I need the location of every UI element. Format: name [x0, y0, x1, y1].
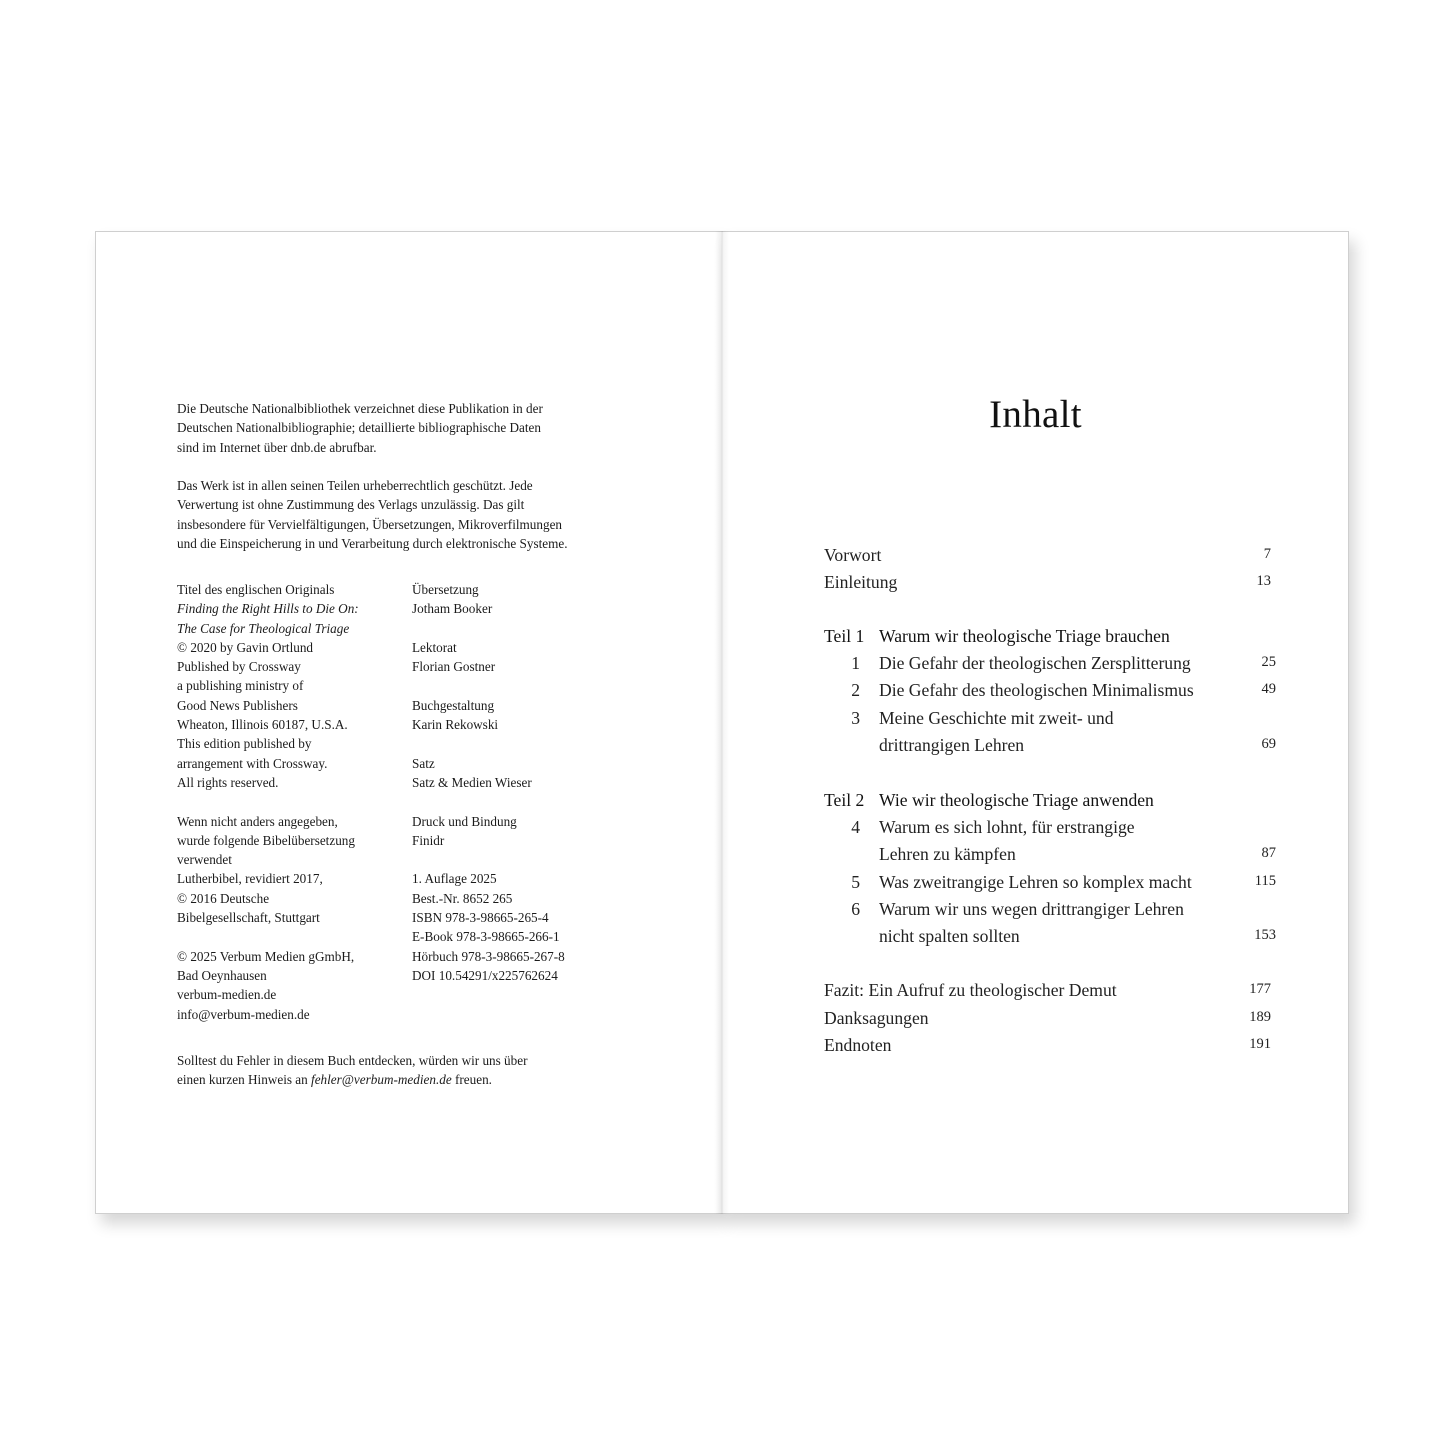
credit-label: Satz	[412, 755, 435, 771]
imprint-column-left	[177, 580, 402, 1024]
toc-chapter-4	[824, 817, 1271, 844]
toc-page: 115	[1254, 873, 1276, 889]
isbn-line: E-Book 978-3-98665-266-1	[412, 929, 560, 945]
toc-label: Vorwort	[824, 545, 882, 565]
toc-label: Einleitung	[824, 572, 898, 592]
copyright-notice	[177, 476, 627, 553]
toc-page: 191	[1249, 1036, 1271, 1052]
text-line: verwendet	[177, 852, 232, 868]
error-report-notice	[177, 1051, 627, 1090]
spacer	[412, 619, 627, 638]
toc-page: 7	[1263, 546, 1271, 562]
toc-page: 13	[1256, 573, 1271, 589]
text-line: © 2016 Deutsche	[177, 890, 270, 906]
chapter-title: Die Gefahr der theologischen Zersplitterung	[879, 653, 1191, 673]
toc-chapter-3	[824, 708, 1271, 735]
chapter-title: Die Gefahr des theologischen Minimalismus	[879, 680, 1194, 700]
book-gutter	[715, 231, 729, 1214]
text-line: Wheaton, Illinois 60187, U.S.A.	[177, 717, 348, 733]
toc-chapter-6	[824, 899, 1271, 926]
credit-name: Karin Rekowski	[412, 717, 499, 733]
toc-page: 49	[1261, 681, 1276, 697]
publisher-website: verbum-medien.de	[177, 987, 277, 1003]
spacer	[177, 927, 402, 946]
toc-label: Fazit: Ein Aufruf zu theologischer Demut	[824, 980, 1117, 1000]
toc-entry-einleitung	[824, 572, 1271, 599]
isbn-line: Hörbuch 978-3-98665-267-8	[412, 948, 565, 964]
book-spread	[95, 231, 1349, 1214]
text-line: Solltest du Fehler in diesem Buch entdecken, würden wir uns über	[177, 1053, 528, 1068]
part-label: Teil 2	[824, 790, 865, 810]
toc-page: 153	[1254, 927, 1276, 943]
toc-chapter-5	[824, 872, 1276, 899]
toc-chapter-3-cont	[824, 735, 1276, 762]
text-fragment: einen kurzen Hinweis an	[177, 1072, 312, 1088]
text-line: Das Werk ist in allen seinen Teilen urheberrechtlich geschützt. Jede	[177, 478, 533, 493]
text-line: sind im Internet über dnb.de abrufbar.	[177, 439, 377, 455]
toc-part-1	[824, 626, 1271, 653]
error-email: fehler@verbum-medien.de	[311, 1072, 452, 1088]
toc-entry-danksagungen	[824, 1008, 1271, 1035]
credit-name: Satz & Medien Wieser	[412, 774, 532, 790]
part-title: Warum wir theologische Triage brauchen	[879, 626, 1170, 646]
part-title: Wie wir theologische Triage anwenden	[879, 790, 1154, 810]
text-line: Bibelgesellschaft, Stuttgart	[177, 910, 320, 926]
publisher-email: info@verbum-medien.de	[177, 1006, 310, 1022]
chapter-number: 2	[851, 680, 860, 700]
spacer	[412, 792, 627, 811]
text-line: Verwertung ist ohne Zustimmung des Verlags unzulässig. Das gilt	[177, 497, 525, 513]
toc-part-2	[824, 790, 1271, 817]
text-line: Lutherbibel, revidiert 2017,	[177, 871, 323, 887]
toc-entry-fazit	[824, 980, 1271, 1007]
text-line: a publishing ministry of	[177, 678, 304, 694]
imprint-column-right	[412, 580, 627, 985]
credit-label: Übersetzung	[412, 582, 479, 597]
chapter-number: 3	[851, 708, 860, 728]
text-line: © 2025 Verbum Medien gGmbH,	[177, 948, 355, 964]
isbn-line: ISBN 978-3-98665-265-4	[412, 910, 549, 926]
credit-name: Jotham Booker	[412, 601, 493, 617]
chapter-number: 4	[851, 817, 860, 837]
doi-line: DOI 10.54291/x225762624	[412, 967, 558, 983]
text-line: Bad Oeynhausen	[177, 967, 267, 983]
text-fragment: freuen.	[451, 1072, 492, 1088]
chapter-title: Meine Geschichte mit zweit- und	[879, 708, 1114, 728]
text-line: © 2020 by Gavin Ortlund	[177, 639, 314, 655]
contents-page	[722, 231, 1349, 1214]
toc-entry-vorwort	[824, 545, 1271, 572]
spacer	[412, 676, 627, 695]
original-title-heading: Titel des englischen Originals	[177, 582, 335, 597]
text-line: wurde folgende Bibelübersetzung	[177, 832, 355, 848]
original-title: Finding the Right Hills to Die On:	[177, 601, 359, 617]
chapter-title: drittrangigen Lehren	[879, 735, 1025, 755]
chapter-title: Lehren zu kämpfen	[879, 844, 1016, 864]
text-line: Good News Publishers	[177, 697, 298, 713]
toc-chapter-6-cont	[824, 926, 1276, 953]
toc-page: 87	[1261, 845, 1276, 861]
spacer	[412, 850, 627, 869]
toc-chapter-1	[824, 653, 1276, 680]
toc-label: Endnoten	[824, 1035, 892, 1055]
text-line: arrangement with Crossway.	[177, 755, 328, 771]
text-line: Published by Crossway	[177, 659, 301, 675]
credit-name: Florian Gostner	[412, 659, 496, 675]
text-line: All rights reserved.	[177, 774, 279, 790]
text-line: Die Deutsche Nationalbibliothek verzeichnet diese Publikation in der	[177, 401, 543, 416]
spacer	[412, 734, 627, 753]
toc-page: 177	[1249, 981, 1271, 997]
chapter-title: Warum es sich lohnt, für erstrangige	[879, 817, 1135, 837]
text-line: Deutschen Nationalbibliographie; detaillierte bibliographische Daten	[177, 420, 542, 436]
imprint-page	[95, 231, 722, 1214]
edition-line: 1. Auflage 2025	[412, 871, 497, 887]
toc-chapter-2	[824, 680, 1276, 707]
text-line: insbesondere für Vervielfältigungen, Übersetzungen, Mikroverfilmungen	[177, 516, 563, 532]
text-line: Wenn nicht anders angegeben,	[177, 813, 338, 829]
toc-page: 69	[1261, 736, 1276, 752]
dnb-notice	[177, 399, 627, 457]
chapter-title: Warum wir uns wegen drittrangiger Lehren	[879, 899, 1184, 919]
credit-label: Druck und Bindung	[412, 813, 517, 829]
toc-entry-endnoten	[824, 1035, 1271, 1062]
chapter-title: nicht spalten sollten	[879, 926, 1020, 946]
toc-title: Inhalt	[989, 393, 1082, 436]
chapter-title: Was zweitrangige Lehren so komplex macht	[879, 872, 1192, 892]
credit-name: Finidr	[412, 832, 445, 848]
toc-chapter-4-cont	[824, 844, 1276, 871]
edition-line: Best.-Nr. 8652 265	[412, 890, 513, 906]
spacer	[177, 792, 402, 811]
chapter-number: 5	[851, 872, 860, 892]
toc-page: 25	[1261, 654, 1276, 670]
chapter-number: 6	[851, 899, 860, 919]
text-line	[177, 1070, 627, 1089]
toc-label: Danksagungen	[824, 1008, 929, 1028]
credit-label: Buchgestaltung	[412, 697, 495, 713]
original-subtitle: The Case for Theological Triage	[177, 620, 350, 636]
toc-page: 189	[1249, 1009, 1271, 1025]
part-label: Teil 1	[824, 626, 865, 646]
credit-label: Lektorat	[412, 639, 457, 655]
text-line: und die Einspeicherung in und Verarbeitung durch elektronische Systeme.	[177, 535, 568, 551]
chapter-number: 1	[851, 653, 860, 673]
text-line: This edition published by	[177, 736, 312, 752]
